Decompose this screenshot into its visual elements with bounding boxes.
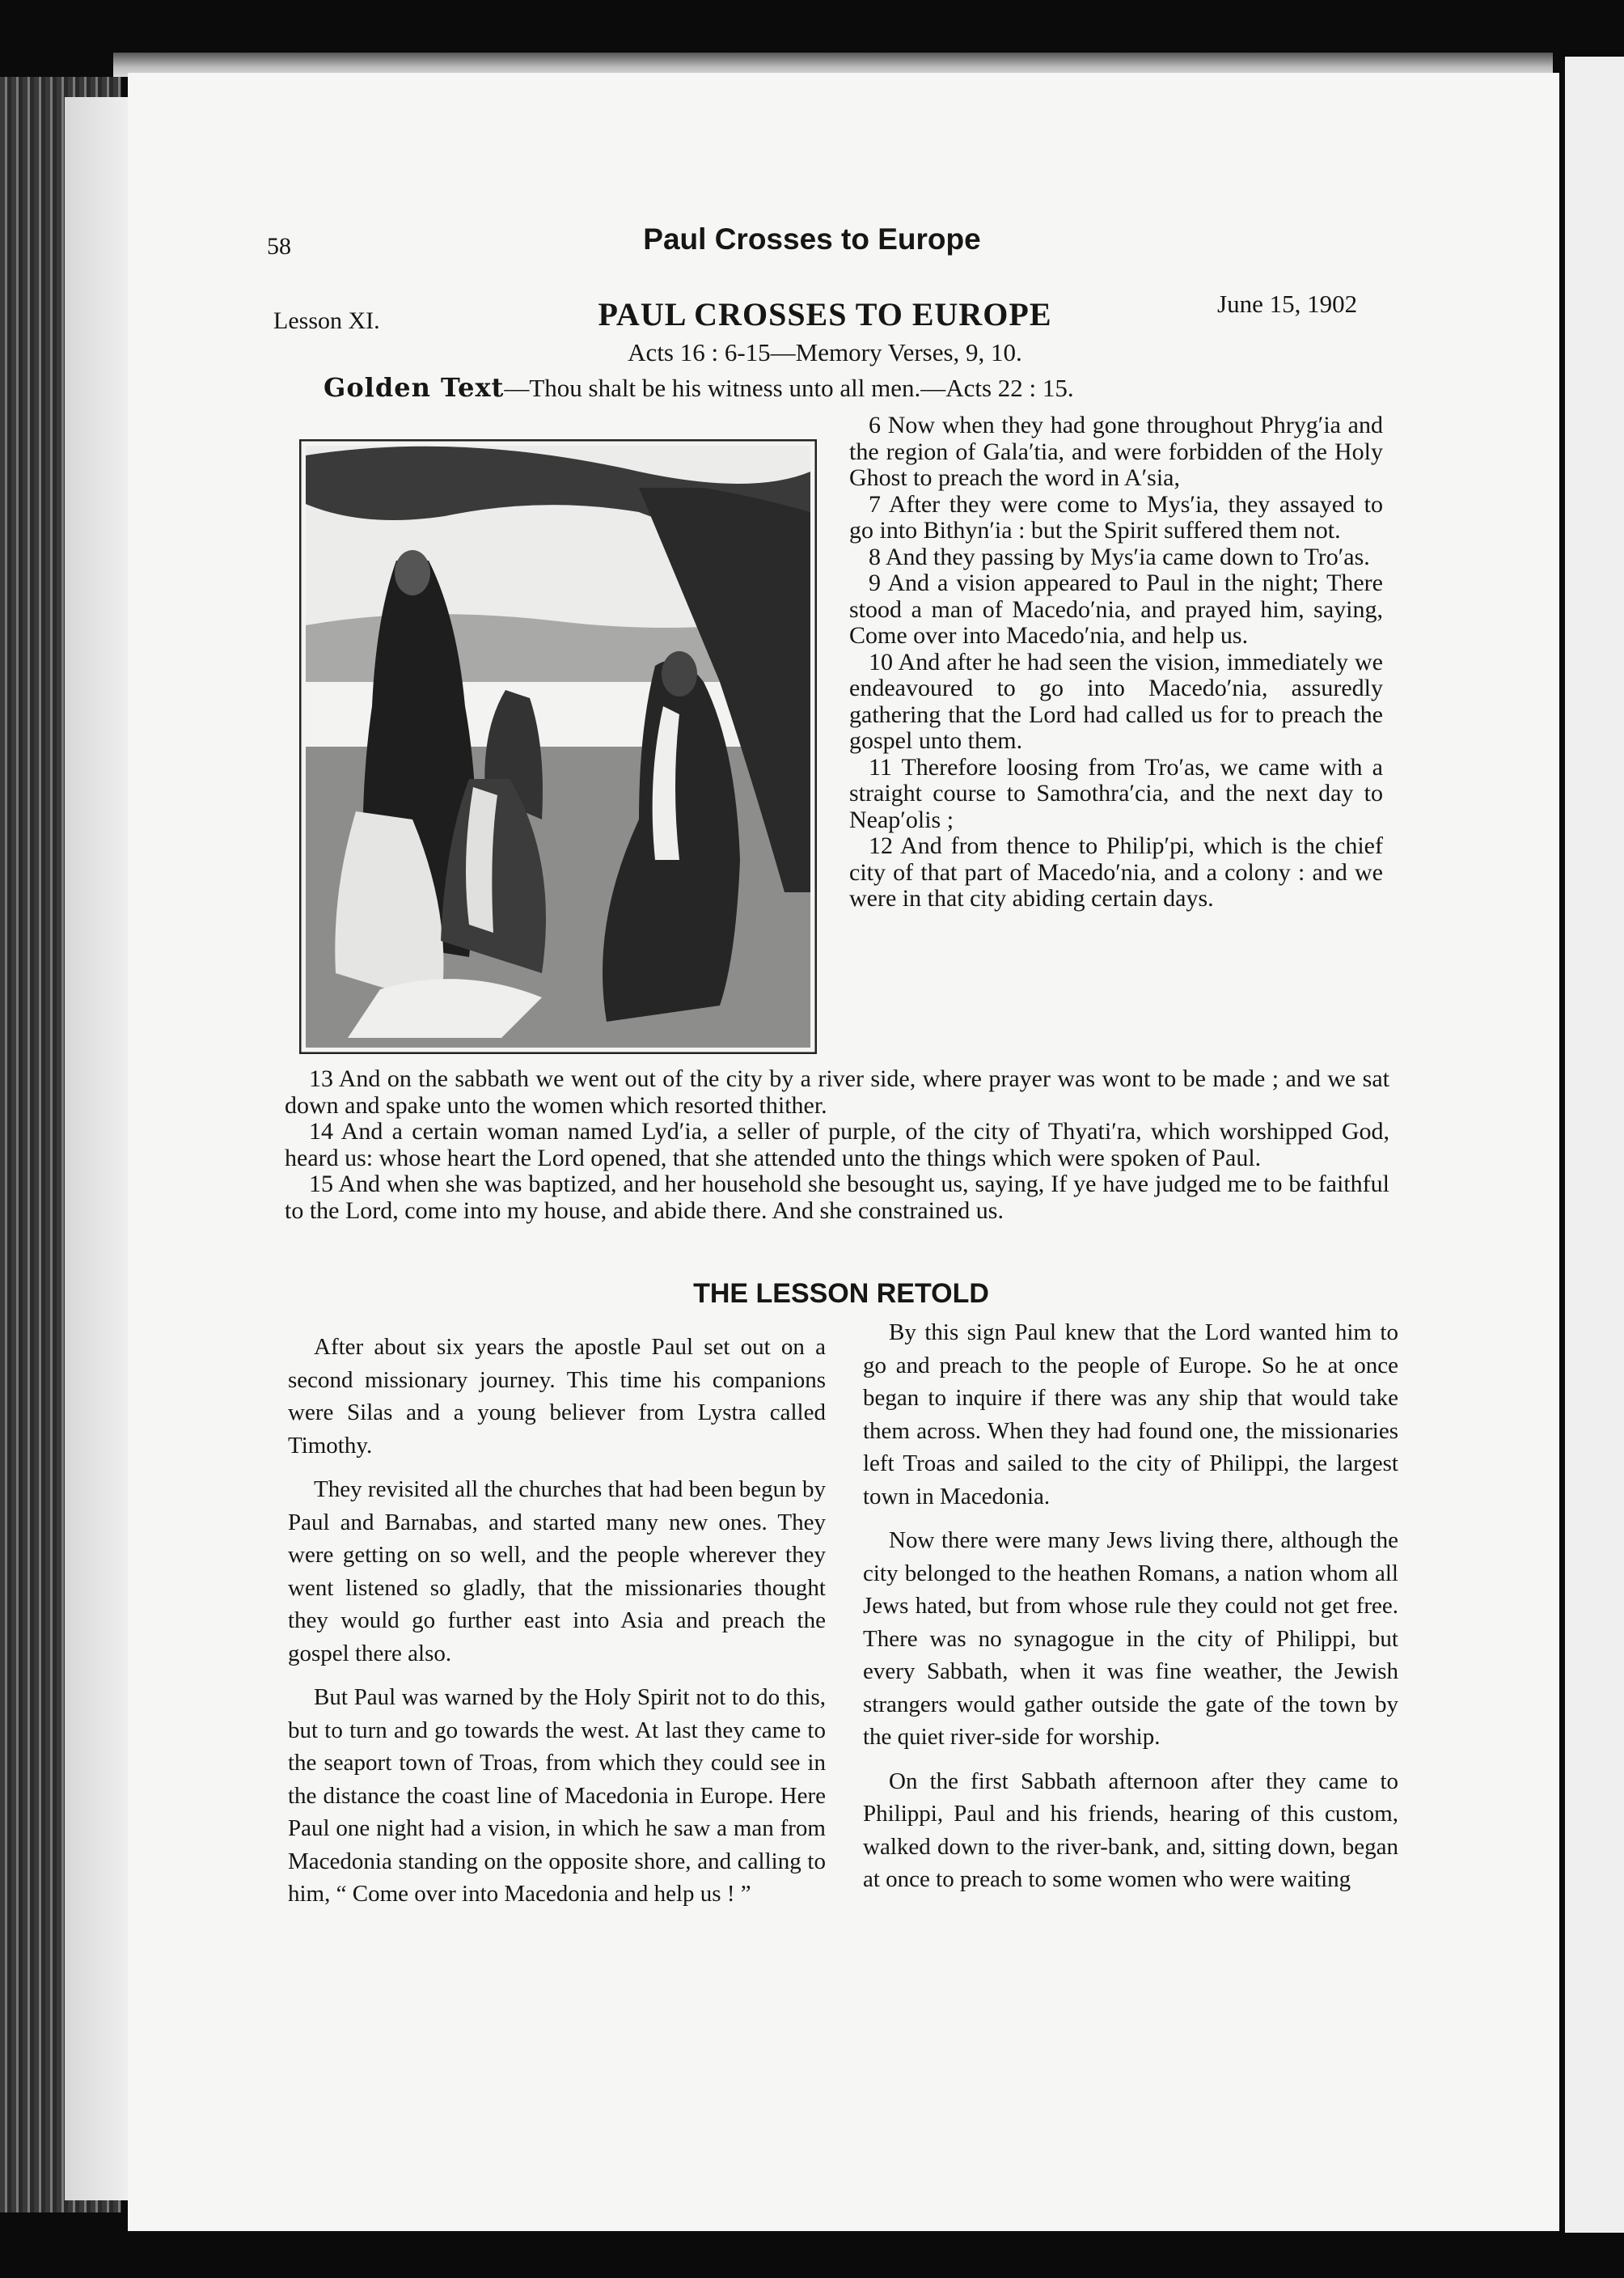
retold-column-right (863, 1316, 1398, 1908)
verse-11: 11 Therefore loosing from Tro′as, we came with a straight course to Samothra′cia, and the next day to Neap′olis ; (849, 753, 1383, 833)
verse-10: 10 And after he had seen the vision, immediately we endeavoured to go into Macedo′nia, assuredly gathering that the Lord had called us for to preach the gospel unto them. (849, 648, 1383, 754)
golden-text (324, 372, 1074, 403)
golden-text-body: —Thou shalt be his witness unto all men.—Acts 22 : 15. (504, 374, 1074, 402)
lesson-retold-heading: THE LESSON RETOLD (693, 1278, 989, 1309)
page-edge-strip (65, 97, 129, 2200)
retold-paragraph: On the first Sabbath afternoon after they came to Philippi, Paul and his friends, hearing of this custom, walked down to the river-bank, and, sitting down, began at once to preach to some women who were waiting (863, 1768, 1398, 1892)
verse-13: 13 And on the sabbath we went out of the city by a river side, where prayer was wont to be made ; and we sat down and spake unto the women which resorted thither. (285, 1065, 1389, 1119)
page-number: 58 (267, 233, 291, 260)
illustration-paul-and-women (299, 439, 817, 1054)
verse-9: 9 And a vision appeared to Paul in the night; There stood a man of Macedo′nia, and prayed him, saying, Come over into Macedo′nia, and help us. (849, 570, 1383, 649)
verse-8: 8 And they passing by Mys′ia came down to Tro′as. (869, 543, 1370, 570)
verses-beside-illustration (849, 413, 1383, 912)
retold-paragraph: Now there were many Jews living there, although the city belonged to the heathen Romans, a nation whom all Jews hated, but from whose rule they could not get free. There was no synagogue in the city of Philippi, but every Sabbath, when it was fine weather, the Jewish strangers would gather outside the gate of the town by the quiet river-side for worship. (863, 1527, 1398, 1750)
scripture-reference: Acts 16 : 6-15—Memory Verses, 9, 10. (628, 338, 1022, 366)
verse-6: 6 Now when they had gone throughout Phryg′ia and the region of Gala′tia, and were forbidden of the Holy Ghost to preach the word in A′sia, (849, 412, 1383, 491)
retold-paragraph: By this sign Paul knew that the Lord wanted him to go and preach to the people of Europe. So he at once began to inquire if there was any ship that would take them across. When they had found one, the missionaries left Troas and sailed to the city of Philippi, the largest town in Macedonia. (863, 1319, 1398, 1509)
verse-15: 15 And when she was baptized, and her household she besought us, saying, If ye have judged me to be faithful to the Lord, come into my house, and abide there. And she constrained us. (285, 1171, 1389, 1224)
verse-14: 14 And a certain woman named Lyd′ia, a seller of purple, of the city of Thyati′ra, which worshipped God, heard us: whose heart the Lord opened, that she attended unto the things which were spoken of Paul. (285, 1118, 1389, 1171)
retold-paragraph: But Paul was warned by the Holy Spirit not to do this, but to turn and go towards the west. At last they came to the seaport town of Troas, from which they could see in the distance the coast line of Macedonia in Europe. Here Paul one night had a vision, in which he saw a man from Macedonia standing on the opposite shore, and calling to him, “ Come over into Macedonia and help us ! ” (288, 1684, 826, 1907)
verses-full-width (285, 1066, 1389, 1224)
verse-12: 12 And from thence to Philip′pi, which is the chief city of that part of Macedo′nia, and a colony : and we were in that city abiding certain days. (849, 832, 1383, 912)
lesson-number: Lesson XI. (273, 307, 380, 334)
verse-7: 7 After they were come to Mys′ia, they assayed to go into Bithyn′ia : but the Spirit suffered them not. (849, 490, 1383, 544)
facing-page-edge (1565, 57, 1624, 2233)
lesson-date: June 15, 1902 (1217, 290, 1358, 318)
running-head: Paul Crosses to Europe (643, 222, 981, 256)
retold-paragraph: After about six years the apostle Paul set out on a second missionary journey. This time his companions were Silas and a young believer from Lystra called Timothy. (288, 1334, 826, 1459)
lesson-title: PAUL CROSSES TO EUROPE (598, 296, 1052, 332)
retold-column-left (288, 1331, 826, 1922)
golden-text-label: Golden Text (324, 372, 505, 403)
retold-paragraph: They revisited all the churches that had been begun by Paul and Barnabas, and started many new ones. They were getting on so well, and the people wherever they went listened so gladly, that the missionaries thought they would go further east into Asia and preach the gospel there also. (288, 1476, 826, 1666)
